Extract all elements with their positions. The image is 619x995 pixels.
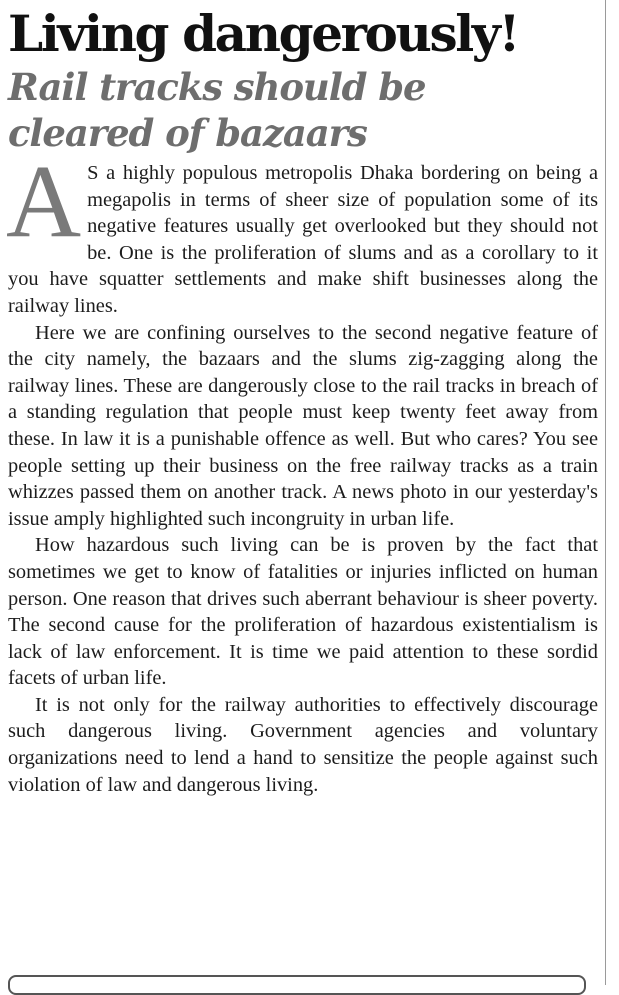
paragraph-2: Here we are confining ourselves to the second negative feature of the city namely, the bazaars and the slums zig-zagging along the railway lines. These are dangerously close to the rail tracks in breach of a standing regulation that people must keep twenty feet away from these. In law it is a punishable offence as well. But who cares? You see people setting up their business on the free railway tracks as a train whizzes passed them on another track. A news photo in our yesterday's issue amply highlighted such incongruity in urban life.	[8, 321, 598, 530]
editorial-article	[8, 6, 598, 798]
drop-cap: A	[6, 144, 82, 259]
paragraph-4: It is not only for the railway authorities to effectively discourage such dangerous living. Government agencies and voluntary organizations need to lend a hand to sensitize the people against such violation of law and dangerous living.	[8, 693, 598, 796]
paragraph-3: How hazardous such living can be is proven by the fact that sometimes we get to know of fatalities or injuries inflicted on human person. One reason that drives such aberrant behaviour is sheer poverty. The second cause for the proliferation of hazardous existentialism is lack of law enforcement. It is time we paid attention to these sordid facets of urban life.	[8, 534, 598, 690]
article-body	[6, 144, 598, 798]
subheadline: Rail tracks should be cleared of bazaars	[8, 65, 426, 155]
paragraph-1	[6, 144, 598, 320]
next-article-frame	[8, 975, 586, 995]
headline: Living dangerously!	[8, 4, 518, 63]
column-divider	[605, 0, 606, 985]
paragraph-1-text: S a highly populous metropolis Dhaka bordering on being a megapolis in terms of sheer size of population some of its negative features usually get overlooked but they should not be. One is the proliferation of slums and as a corollary to it you have squatter settlements and make shift businesses along the railway lines.	[8, 162, 598, 317]
